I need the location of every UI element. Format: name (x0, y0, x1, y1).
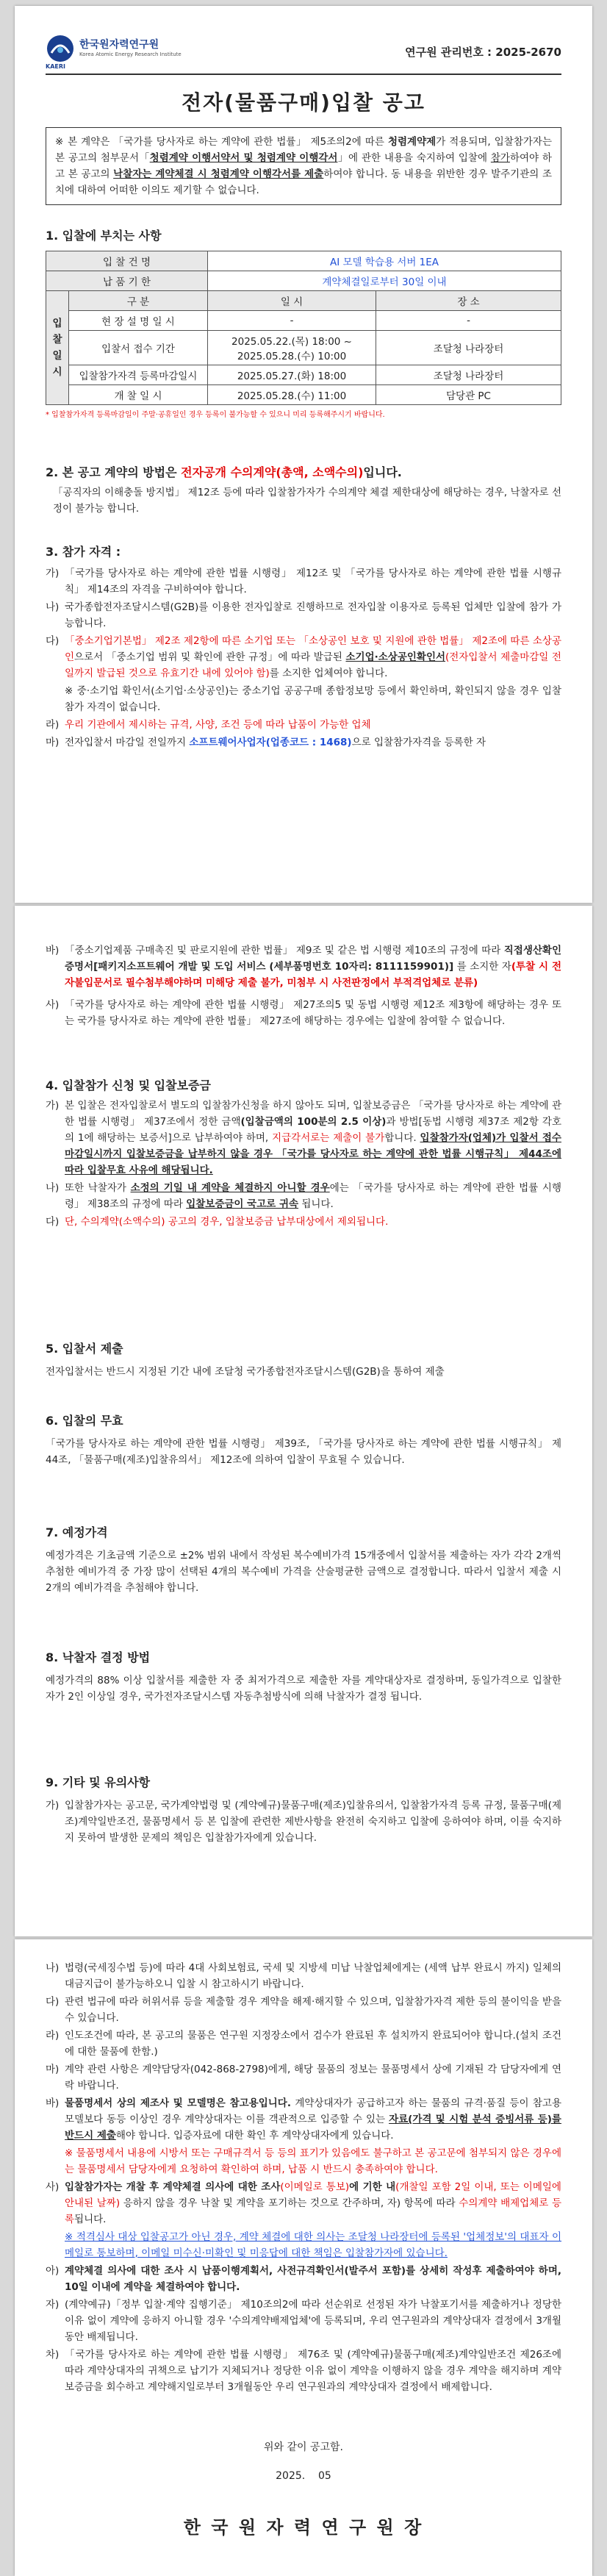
section-7-heading: 7. 예정가격 (46, 1525, 108, 1539)
document-page-1 (15, 6, 592, 903)
list-item: 바) 「중소기업제품 구매촉진 및 판로지원에 관한 법률」 제9조 및 같은 법 시행령 제10조의 규정에 따라 직접생산확인증명서[패키지소프트웨어 개발 및 도입 서비스 (세부품명번호 10자리: 8111159901)] 를 소지한 자(투찰 시 전자불입문서로 필수첨부해야하며 미해당 제출 불가, 미첨부 시 사전판정에서 부적격업체로 분류) (46, 945, 561, 989)
list-item-note: ※ 물품명세서 내용에 시방서 또는 구매규격서 등 등의 표기가 있음에도 불구하고 본 공고문에 첨부되지 않은 경우에는 물품명세서 담당자에게 요청하여 확인하여 하며, 납품 시 반드시 충족하여야 합니다. (65, 2147, 561, 2175)
org-name: 한국원자력연구원 (79, 39, 159, 51)
list-item: 마) 전자입찰서 마감일 전일까지 소프트웨어사업자(업종코드 : 1468)으로 입찰참가자격을 등록한 자 (46, 737, 486, 748)
org-abbr: KAERI (46, 63, 65, 70)
section-7-body: 예정가격은 기초금액 기준으로 ±2% 범위 내에서 작성된 복수예비가격 15개중에서 입찰서를 제출하는 자가 각각 2개씩 추첨한 예비가격 중 가장 많이 선택된 4개의 복수예비 가격을 산술평균한 금액으로 결정합니다. 따라서 입찰서 제출 시 2개의 예비가격을 추첨해야 합니다. (46, 1550, 561, 1594)
section-8-body: 예정가격의 88% 이상 입찰서를 제출한 자 중 최저가격으로 제출한 자를 계약대상자로 결정하며, 동일가격으로 입찰한 자가 2인 이상일 경우, 국가전자조달시스템 자동추첨방식에 의해 낙찰자가 결정 됩니다. (46, 1675, 561, 1703)
document-page-3 (15, 1939, 592, 2576)
section-2-body: 「공직자의 이해충돌 방지법」 제12조 등에 따라 입찰참가자가 수의계약 체결 제한대상에 해당하는 경우, 낙찰자로 선정이 불가능 합니다. (53, 487, 561, 515)
deadline-value: 계약체결일로부터 30일 이내 (208, 271, 561, 291)
registration-footnote: * 입찰참가자격 등록마감일이 주말·공휴일인 경우 등록이 불가능할 수 있으니 미리 등록해주시기 바랍니다. (46, 411, 385, 419)
section-8-heading: 8. 낙찰자 결정 방법 (46, 1650, 151, 1664)
table-row: 입찰참가자격 등록마감일시 2025.05.27.(화) 18:00 조달청 나라장터 (46, 365, 561, 385)
integrity-notice: ※ 본 계약은 「국가를 당사자로 하는 계약에 관한 법률」 제5조의2에 따른 청렴계약제가 적용되며, 입찰참가자는 본 공고의 첨부문서「청렴계약 이행서약서 및 청렴계약 이행각서」에 관한 내용을 숙지하여 입찰에 참가하여야 하고 본 공고의 낙찰자는 계약체결 시 청렴계약 이행각서를 제출하여야 합니다. 동 내용을 위반한 경우 발주기관의 조치에 대하여 어떠한 이의도 제기할 수 없습니다. (46, 127, 561, 205)
management-number: 연구원 관리번호 : 2025-2670 (405, 46, 561, 59)
list-item: 가) 본 입찰은 전자입찰로서 별도의 입찰참가신청을 하지 않아도 되며, 입찰보증금은 「국가를 당사자로 하는 계약에 관한 법률 시행령」 제37조에서 정한 금액(입찰금액의 100분의 2.5 이상)과 방법[동법 시행령 제37조 제2항 각호의 1에 해당하는 보증서]으로 납부하여야 하며, 지급각서로는 제출이 불가합니다. 입찰참가자(업체)가 입찰서 접수 마감일시까지 입찰보증금을 납부하지 않을 경우 「국가를 당사자로 하는 계약에 관한 법률 시행규칙」 제44조에 따라 입찰무효 사유에 해당됩니다. (46, 1100, 561, 1176)
section-6-heading: 6. 입찰의 무효 (46, 1414, 123, 1428)
list-item: 나) 또한 낙찰자가 소정의 기일 내 계약을 체결하지 아니할 경우에는 「국가를 당사자로 하는 계약에 관한 법률 시행령」 제38조의 규정에 따라 입찰보증금이 국고로 귀속 됩니다. (46, 1182, 561, 1210)
list-item-note: ※ 중·소기업 확인서(소기업·소상공인)는 중소기업 공공구매 종합정보망 등에서 확인하며, 확인되지 않을 경우 입찰 참가 자격이 없습니다. (65, 685, 561, 713)
deadline-label: 납 품 기 한 (46, 271, 208, 291)
list-item: 사) 「국가를 당사자로 하는 계약에 관한 법률 시행령」 제27조의5 및 동법 시행령 제12조 제3항에 해당하는 경우 또는 국가를 당사자로 하는 계약에 관한 법률」 제27조에 해당하는 경우에는 입찰에 참여할 수 없습니다. (46, 999, 561, 1027)
col-datetime: 일 시 (208, 291, 376, 311)
section-1 (46, 226, 561, 419)
section-6 (46, 1412, 561, 1468)
list-item: 나) 국가종합전자조달시스템(G2B)를 이용한 전자입찰로 진행하므로 전자입찰 이용자로 등록된 업체만 입찰에 참가 가능합니다. (46, 601, 561, 629)
table-row: 입찰서 접수 기간 2025.05.22.(목) 18:00 ~ 2025.05.28.(수) 10:00 조달청 나라장터 (46, 331, 561, 365)
bid-info-table (46, 251, 561, 405)
list-item: 차) 「국가를 당사자로 하는 계약에 관한 법률 시행령」 제76조 및 (계약예규)물품구매(제조)계약일반조건 제26조에 따라 계약상대자의 귀책으로 납기가 지체되거나 정당한 이유 없이 계약을 이행하지 않을 경우 계약을 해지하며 계약보증금을 회수하고 계약해지일로부터 3개월동안 우리 연구원과의 계약상대자 결정에서 배제합니다. (46, 2349, 561, 2393)
section-4-heading: 4. 입찰참가 신청 및 입찰보증금 (46, 1078, 211, 1092)
section-5-heading: 5. 입찰서 제출 (46, 1342, 123, 1356)
col-division: 구 분 (69, 291, 208, 311)
section-6-body: 「국가를 당사자로 하는 계약에 관한 법률 시행령」 제39조, 「국가를 당사자로 하는 계약에 관한 법률 시행규칙」 제44조, 「물품구매(제조)입찰유의서」 제12조에 의하여 입찰이 무효될 수 있습니다. (46, 1438, 561, 1466)
org-name-en: Korea Atomic Energy Research Institute (79, 51, 182, 57)
list-item: 바) 물품명세서 상의 제조사 및 모델명은 참고용입니다. 계약상대자가 공급하고자 하는 물품의 규격·품질 등이 참고용 모델보다 동등 이상인 경우 계약상대자는 이를 객관적으로 입증할 수 있는 자료(가격 및 시험 분석 증빙서류 등)를 반드시 제출해야 합니다. 입증자료에 대한 확인 후 계약상대자에게 있습니다. (46, 2097, 561, 2142)
table-row: 현 장 설 명 일 시 - - (46, 311, 561, 331)
list-item: 자) (계약예규)「정부 입찰·계약 집행기준」 제10조의2에 따라 선순위로 선정된 자가 낙찰포기서를 제출하거나 정당한 이유 없이 계약에 응하지 아니할 경우 '수의계약배제업체'에 등록되며, 우리 연구원과의 계약상대자 결정에서 3개월동안 배제됩니다. (46, 2299, 561, 2343)
closing-statement: 위와 같이 공고함. (263, 2441, 344, 2453)
section-3-heading: 3. 참가 자격 : (46, 545, 121, 559)
section-9 (46, 1773, 561, 1844)
kaeri-emblem-icon (46, 34, 75, 63)
bid-name-value: AI 모델 학습용 서버 1EA (208, 251, 561, 271)
list-item: 가) 입찰참가자는 공고문, 국가계약법령 및 (계약예규)물품구매(제조)입찰유의서, 입찰참가자격 등록 규정, 물품구매(제조)계약일반조건, 물품명세서 등 본 입찰에 관련한 제반사항을 완전히 숙지하고 입찰에 응하여야 하며, 이를 숙지하지 못하여 발생한 문제의 책임은 입찰참가자에게 있습니다. (46, 1800, 561, 1844)
list-item: 나) 법령(국세징수법 등)에 따라 4대 사회보험료, 국세 및 지방세 미납 낙찰업체에게는 (세액 납부 완료시 까지) 일체의 대금지급이 불가능하오니 입찰 시 참고하시기 바랍니다. (46, 1962, 561, 1990)
section-9-continued (46, 1960, 561, 2397)
list-item: 라) 우리 기관에서 제시하는 규격, 사양, 조건 등에 따라 납품이 가능한 업체 (46, 719, 371, 731)
list-item: 가) 「국가를 당사자로 하는 계약에 관한 법률 시행령」 제12조 및 「국가를 당사자로 하는 계약에 관한 법률 시행규칙」 제14조의 자격을 구비하여야 합니다. (46, 568, 561, 595)
section-9-heading: 9. 기타 및 유의사항 (46, 1775, 151, 1789)
schedule-side-label: 입찰일시 (46, 291, 69, 405)
section-2 (46, 463, 561, 517)
kaeri-logo (46, 34, 185, 70)
table-row: 개 찰 일 시 2025.05.28.(수) 11:00 담당관 PC (46, 385, 561, 405)
section-2-heading: 2. 본 공고 계약의 방법은 전자공개 수의계약(총액, 소액수의)입니다. (46, 465, 402, 479)
closing-date: 2025. 05 (276, 2470, 331, 2482)
section-5-body: 전자입찰서는 반드시 지정된 기간 내에 조달청 국가종합전자조달시스템(G2B)을 통하여 제출 (46, 1366, 445, 1378)
issuer-signature: 한 국 원 자 력 연 구 원 장 (183, 2517, 424, 2538)
list-item: 아) 계약체결 의사에 대한 조사 시 납품이행계획서, 사전규격확인서(발주서 포함)를 상세히 작성후 제출하여야 하며, 10일 이내에 계약을 체결하여야 합니다. (46, 2265, 561, 2293)
section-1-heading: 1. 입찰에 부치는 사항 (46, 229, 162, 243)
document-page-2 (15, 906, 592, 1936)
bid-name-label: 입 찰 건 명 (46, 251, 208, 271)
section-4 (46, 1076, 561, 1231)
list-item: 사) 입찰참가자는 개찰 후 계약체결 의사에 대한 조사(이메일로 통보)에 기한 내(개찰일 포함 2일 이내, 또는 이메일에 안내된 날짜) 응하지 않을 경우 낙찰 및 계약을 포기하는 것으로 간주하며, 자) 항목에 따라 수의계약 배제업체로 등록됩니다. (46, 2181, 561, 2225)
list-item: 라) 인도조건에 따라, 본 공고의 물품은 연구원 지정장소에서 검수가 완료된 후 설치까지 완료되어야 합니다.(설치 조건에 대한 물품에 한함.) (46, 2030, 561, 2058)
list-item: 다) 단, 수의계약(소액수의) 공고의 경우, 입찰보증금 납부대상에서 제외됩니다. (46, 1216, 389, 1228)
section-5 (46, 1339, 561, 1380)
list-item: 다) 「중소기업기본법」 제2조 제2항에 따른 소기업 또는 「소상공인 보호 및 지원에 관한 법률」 제2조에 따른 소상공인으로서 「중소기업 범위 및 확인에 관한 규정」에 따라 발급된 소기업·소상공인확인서(전자입찰서 제출마감일 전일까지 발급된 것으로 유효기간 내에 있어야 함)를 소지한 업체여야 합니다. (46, 635, 561, 679)
document-header (46, 29, 561, 75)
section-7 (46, 1523, 561, 1596)
section-3 (46, 543, 561, 752)
list-item: 마) 계약 관련 사항은 계약담당자(042-868-2798)에게, 해당 물품의 정보는 물품명세서 상에 기재된 각 담당자에게 연락 바랍니다. (46, 2064, 561, 2092)
section-8 (46, 1648, 561, 1705)
section-3-continued (46, 942, 561, 1031)
page-title: 전자(물품구매)입찰 공고 (182, 90, 425, 115)
col-place: 장 소 (376, 291, 561, 311)
list-item: 다) 관련 법규에 따라 허위서류 등을 제출할 경우 계약을 해제·해지할 수 있으며, 입찰참가자격 제한 등의 불이익을 받을 수 있습니다. (46, 1996, 561, 2024)
list-item-note: ※ 적격심사 대상 입찰공고가 아닌 경우, 계약 체결에 대한 의사는 조달청 나라장터에 등록된 '업체정보'의 대표자 이메일로 통보하며, 이메일 미수신·미확인 및 미응답에 대한 책임은 입찰참가자에 있습니다. (65, 2231, 561, 2259)
